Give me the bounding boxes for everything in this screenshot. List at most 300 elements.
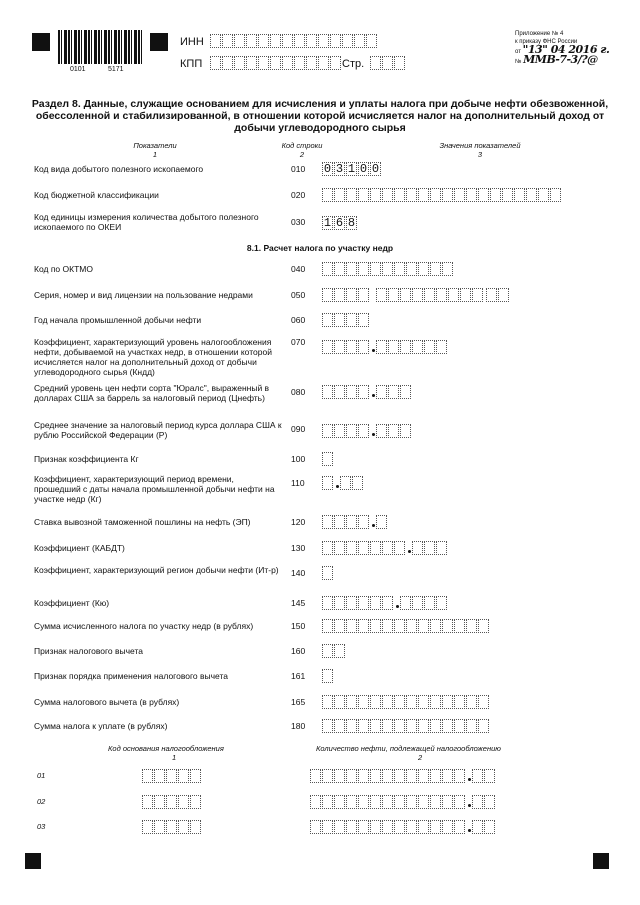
input-cell[interactable] — [412, 541, 423, 555]
input-cell[interactable] — [424, 288, 435, 302]
input-cell[interactable] — [346, 313, 357, 327]
input-cell[interactable] — [358, 262, 369, 276]
field-145[interactable] — [322, 596, 448, 610]
input-cell[interactable] — [334, 596, 345, 610]
input-cell[interactable] — [322, 566, 333, 580]
input-cell[interactable] — [454, 619, 465, 633]
input-cell[interactable] — [334, 541, 345, 555]
input-cell[interactable] — [382, 541, 393, 555]
input-cell[interactable] — [430, 820, 441, 834]
input-cell[interactable] — [154, 820, 165, 834]
field-110[interactable] — [322, 476, 364, 490]
row-code-130: 130 — [291, 543, 306, 553]
input-cell[interactable] — [436, 596, 447, 610]
input-cell[interactable] — [334, 795, 345, 809]
bottom-field-02-code[interactable] — [142, 795, 202, 809]
input-cell[interactable] — [406, 619, 417, 633]
row-code-070: 070 — [291, 337, 306, 347]
bottom-col2-num: 2 — [418, 753, 423, 762]
input-cell[interactable] — [412, 288, 423, 302]
input-cell[interactable] — [478, 619, 489, 633]
input-cell[interactable] — [418, 820, 429, 834]
input-cell[interactable] — [346, 719, 357, 733]
input-cell[interactable] — [358, 188, 369, 202]
appendix-number-handwritten: ММВ-7-3/?@ — [523, 53, 598, 66]
input-cell[interactable] — [424, 340, 435, 354]
row-label-040: Код по ОКТМО — [34, 264, 93, 274]
input-cell[interactable] — [538, 188, 549, 202]
input-cell[interactable] — [454, 695, 465, 709]
input-cell[interactable] — [418, 719, 429, 733]
input-cell[interactable] — [322, 719, 333, 733]
input-cell[interactable] — [382, 188, 393, 202]
input-cell[interactable] — [406, 769, 417, 783]
input-cell[interactable] — [166, 820, 177, 834]
input-cell[interactable] — [514, 188, 525, 202]
input-cell[interactable] — [382, 695, 393, 709]
input-cell[interactable] — [442, 262, 453, 276]
input-cell[interactable] — [442, 820, 453, 834]
input-cell[interactable] — [388, 288, 399, 302]
bottom-row-num-03: 03 — [37, 822, 46, 831]
input-cell[interactable] — [388, 340, 399, 354]
row-code-160: 160 — [291, 646, 306, 656]
field-180[interactable] — [322, 719, 490, 733]
input-cell[interactable] — [466, 619, 477, 633]
row-label-120: Ставка вывозной таможенной пошлины на нефть (ЭП) — [34, 517, 251, 527]
bottom-field-03-quantity[interactable] — [310, 820, 496, 834]
bottom-field-03-code[interactable] — [142, 820, 202, 834]
field-161[interactable] — [322, 669, 334, 683]
row-code-100: 100 — [291, 454, 306, 464]
input-cell[interactable] — [418, 695, 429, 709]
input-cell[interactable] — [502, 188, 513, 202]
appendix-date-prefix: от — [515, 49, 521, 55]
input-cell[interactable] — [310, 820, 321, 834]
col-header-line-code — [272, 141, 332, 159]
input-cell[interactable] — [454, 188, 465, 202]
row-label-140: Коэффициент, характеризующий регион добычи нефти (Ит-р) — [34, 565, 279, 575]
input-cell[interactable] — [346, 619, 357, 633]
input-cell[interactable] — [346, 515, 357, 529]
input-cell[interactable] — [382, 619, 393, 633]
input-cell[interactable] — [310, 795, 321, 809]
input-cell[interactable] — [346, 769, 357, 783]
input-cell[interactable] — [394, 719, 405, 733]
field-080[interactable] — [322, 385, 412, 399]
input-cell[interactable] — [358, 385, 369, 399]
input-cell[interactable] — [400, 424, 411, 438]
row-code-060: 060 — [291, 315, 306, 325]
input-cell[interactable] — [382, 820, 393, 834]
input-cell[interactable] — [376, 288, 387, 302]
input-cell[interactable] — [412, 596, 423, 610]
row-label-010: Код вида добытого полезного ископаемого — [34, 164, 204, 174]
input-cell[interactable] — [346, 340, 357, 354]
input-cell[interactable] — [472, 820, 483, 834]
input-cell[interactable] — [334, 262, 345, 276]
input-cell[interactable] — [424, 596, 435, 610]
input-cell[interactable] — [412, 340, 423, 354]
input-cell[interactable] — [358, 288, 369, 302]
input-cell[interactable] — [346, 385, 357, 399]
input-cell[interactable] — [334, 188, 345, 202]
input-cell[interactable] — [178, 795, 189, 809]
input-cell[interactable] — [472, 288, 483, 302]
input-cell[interactable] — [394, 262, 405, 276]
input-cell[interactable]: 6 — [335, 216, 344, 230]
input-cell[interactable] — [478, 719, 489, 733]
input-cell[interactable] — [346, 262, 357, 276]
input-cell[interactable] — [322, 795, 333, 809]
field-100[interactable] — [322, 452, 334, 466]
field-030[interactable] — [322, 216, 358, 230]
input-cell[interactable] — [486, 288, 497, 302]
row-code-040: 040 — [291, 264, 306, 274]
input-cell[interactable] — [178, 820, 189, 834]
input-cell[interactable] — [370, 619, 381, 633]
input-cell[interactable] — [430, 695, 441, 709]
input-cell[interactable] — [322, 452, 333, 466]
input-cell[interactable] — [418, 262, 429, 276]
input-cell[interactable] — [370, 795, 381, 809]
field-050-number[interactable] — [376, 288, 484, 302]
input-cell[interactable] — [370, 596, 381, 610]
row-label-145: Коэффициент (Кю) — [34, 598, 110, 608]
input-cell[interactable] — [472, 769, 483, 783]
input-cell[interactable] — [346, 424, 357, 438]
decimal-point — [370, 385, 376, 399]
input-cell[interactable] — [322, 644, 333, 658]
input-cell[interactable] — [370, 541, 381, 555]
field-010[interactable] — [322, 162, 382, 176]
row-code-010: 010 — [291, 164, 306, 174]
input-cell[interactable] — [460, 288, 471, 302]
input-cell[interactable] — [358, 795, 369, 809]
field-150[interactable] — [322, 619, 490, 633]
input-cell[interactable] — [334, 719, 345, 733]
row-label-020: Код бюджетной классификации — [34, 190, 159, 200]
input-cell[interactable] — [382, 596, 393, 610]
input-cell[interactable] — [376, 340, 387, 354]
input-cell[interactable] — [376, 515, 387, 529]
row-label-080: Средний уровень цен нефти сорта "Юралс", выраженный в долларах США за баррель за налоговый период (Цнефть) — [34, 383, 270, 403]
input-cell[interactable] — [466, 188, 477, 202]
input-cell[interactable] — [430, 795, 441, 809]
input-cell[interactable] — [322, 424, 333, 438]
input-cell[interactable] — [370, 769, 381, 783]
input-cell[interactable] — [352, 476, 363, 490]
field-060[interactable] — [322, 313, 370, 327]
input-cell[interactable] — [394, 769, 405, 783]
input-cell[interactable] — [442, 795, 453, 809]
input-cell[interactable] — [334, 695, 345, 709]
row-code-050: 050 — [291, 290, 306, 300]
input-cell[interactable] — [346, 596, 357, 610]
input-cell[interactable] — [322, 769, 333, 783]
input-cell[interactable]: 1 — [323, 216, 332, 230]
input-cell[interactable] — [406, 820, 417, 834]
input-cell[interactable] — [322, 596, 333, 610]
input-cell[interactable] — [394, 695, 405, 709]
row-code-110: 110 — [291, 478, 305, 488]
row-code-145: 145 — [291, 598, 306, 608]
input-cell[interactable] — [166, 769, 177, 783]
input-cell[interactable] — [490, 188, 501, 202]
input-cell[interactable] — [334, 385, 345, 399]
kpp-cells[interactable] — [210, 56, 342, 70]
input-cell[interactable]: 0 — [371, 162, 380, 176]
input-cell[interactable] — [478, 695, 489, 709]
row-code-140: 140 — [291, 568, 306, 578]
input-cell[interactable] — [442, 719, 453, 733]
field-160[interactable] — [322, 644, 346, 658]
input-cell[interactable] — [394, 820, 405, 834]
appendix-date-handwritten: "13" 04 2016 г. — [522, 43, 610, 56]
input-cell[interactable] — [400, 288, 411, 302]
input-cell[interactable] — [454, 795, 465, 809]
input-cell[interactable] — [142, 769, 153, 783]
input-cell[interactable] — [400, 385, 411, 399]
input-cell[interactable] — [430, 719, 441, 733]
input-cell[interactable] — [394, 188, 405, 202]
field-140[interactable] — [322, 566, 334, 580]
input-cell[interactable] — [346, 695, 357, 709]
input-cell[interactable] — [166, 795, 177, 809]
input-cell[interactable] — [418, 769, 429, 783]
field-165[interactable] — [322, 695, 490, 709]
input-cell[interactable] — [406, 795, 417, 809]
bottom-row-num-01: 01 — [37, 771, 46, 780]
appendix-number-prefix: № — [515, 59, 522, 65]
input-cell[interactable] — [334, 424, 345, 438]
input-cell[interactable]: 0 — [323, 162, 332, 176]
bottom-col2-header: Количество нефти, подлежащей налогообложению — [316, 744, 501, 753]
input-cell[interactable] — [406, 188, 417, 202]
input-cell[interactable] — [382, 719, 393, 733]
input-cell[interactable] — [370, 820, 381, 834]
input-cell[interactable] — [334, 820, 345, 834]
input-cell[interactable] — [388, 424, 399, 438]
input-cell[interactable] — [394, 795, 405, 809]
decimal-point — [394, 596, 400, 610]
input-cell[interactable] — [358, 619, 369, 633]
input-cell[interactable] — [322, 541, 333, 555]
input-cell[interactable] — [334, 769, 345, 783]
input-cell[interactable] — [346, 795, 357, 809]
input-cell[interactable] — [370, 719, 381, 733]
input-cell[interactable] — [550, 188, 561, 202]
input-cell[interactable] — [400, 596, 411, 610]
field-020[interactable] — [322, 188, 562, 202]
bottom-field-01-code[interactable] — [142, 769, 202, 783]
row-label-161: Признак порядка применения налогового вычета — [34, 671, 228, 681]
input-cell[interactable] — [418, 795, 429, 809]
input-cell[interactable] — [394, 619, 405, 633]
input-cell[interactable] — [334, 288, 345, 302]
subsection-title: 8.1. Расчет налога по участку недр — [246, 243, 394, 253]
row-code-020: 020 — [291, 190, 306, 200]
input-cell[interactable] — [418, 619, 429, 633]
input-cell[interactable] — [322, 695, 333, 709]
field-130[interactable] — [322, 541, 448, 555]
input-cell[interactable] — [340, 476, 351, 490]
input-cell[interactable] — [190, 769, 201, 783]
input-cell[interactable] — [322, 476, 333, 490]
input-cell[interactable] — [448, 288, 459, 302]
input-cell[interactable] — [424, 541, 435, 555]
input-cell[interactable] — [442, 769, 453, 783]
input-cell[interactable] — [358, 695, 369, 709]
input-cell[interactable] — [322, 820, 333, 834]
bottom-field-01-quantity[interactable] — [310, 769, 496, 783]
input-cell[interactable] — [430, 188, 441, 202]
input-cell[interactable] — [358, 596, 369, 610]
decimal-point — [466, 820, 472, 834]
decimal-point — [370, 515, 376, 529]
bottom-row-num-02: 02 — [37, 797, 46, 806]
field-040[interactable] — [322, 262, 454, 276]
decimal-point — [466, 795, 472, 809]
row-label-150: Сумма исчисленного налога по участку недр (в рублях) — [34, 621, 254, 631]
input-cell[interactable] — [430, 619, 441, 633]
corner-marker-bottom-right — [593, 853, 609, 869]
input-cell[interactable] — [442, 188, 453, 202]
input-cell[interactable]: 0 — [359, 162, 368, 176]
input-cell[interactable] — [370, 188, 381, 202]
bottom-col1-num: 1 — [172, 753, 177, 762]
field-090[interactable] — [322, 424, 412, 438]
input-cell[interactable] — [334, 340, 345, 354]
input-cell[interactable]: 3 — [335, 162, 344, 176]
input-cell[interactable] — [346, 288, 357, 302]
input-cell[interactable] — [454, 719, 465, 733]
input-cell[interactable] — [142, 795, 153, 809]
field-050-series[interactable] — [322, 288, 370, 302]
input-cell[interactable] — [322, 515, 333, 529]
input-cell[interactable] — [472, 795, 483, 809]
input-cell[interactable] — [358, 313, 369, 327]
input-cell[interactable] — [358, 424, 369, 438]
col-header-indicators-num: 1 — [152, 150, 158, 159]
input-cell[interactable] — [382, 769, 393, 783]
input-cell[interactable] — [484, 769, 495, 783]
input-cell[interactable] — [436, 541, 447, 555]
input-cell[interactable] — [466, 719, 477, 733]
input-cell[interactable] — [190, 820, 201, 834]
input-cell[interactable] — [334, 619, 345, 633]
input-cell[interactable] — [406, 262, 417, 276]
input-cell[interactable] — [322, 619, 333, 633]
col-header-line-code-text: Код строки — [281, 141, 323, 150]
col-header-values-num: 3 — [477, 150, 483, 159]
input-cell[interactable] — [498, 288, 509, 302]
input-cell[interactable] — [454, 820, 465, 834]
input-cell[interactable] — [442, 619, 453, 633]
input-cell[interactable] — [322, 313, 333, 327]
input-cell[interactable] — [400, 340, 411, 354]
input-cell[interactable] — [346, 188, 357, 202]
input-cell[interactable] — [430, 262, 441, 276]
input-cell[interactable] — [376, 385, 387, 399]
inn-cells[interactable] — [210, 34, 378, 48]
field-050-type[interactable] — [486, 288, 510, 302]
input-cell[interactable] — [154, 795, 165, 809]
input-cell[interactable] — [406, 695, 417, 709]
input-cell[interactable] — [322, 385, 333, 399]
page-number-cells[interactable] — [370, 56, 406, 70]
input-cell[interactable] — [322, 188, 333, 202]
input-cell[interactable] — [526, 188, 537, 202]
input-cell[interactable] — [382, 795, 393, 809]
input-cell[interactable] — [478, 188, 489, 202]
input-cell[interactable] — [142, 820, 153, 834]
row-label-180: Сумма налога к уплате (в рублях) — [34, 721, 168, 731]
input-cell[interactable] — [376, 424, 387, 438]
input-cell[interactable] — [154, 769, 165, 783]
appendix-line2: к приказу ФНС России — [515, 39, 578, 45]
input-cell[interactable] — [454, 769, 465, 783]
input-cell[interactable]: 8 — [347, 216, 356, 230]
row-code-120: 120 — [291, 517, 306, 527]
input-cell[interactable] — [484, 795, 495, 809]
input-cell[interactable] — [484, 820, 495, 834]
input-cell[interactable] — [334, 313, 345, 327]
row-code-150: 150 — [291, 621, 306, 631]
decimal-point — [370, 424, 376, 438]
input-cell[interactable] — [436, 288, 447, 302]
input-cell[interactable] — [406, 719, 417, 733]
input-cell[interactable] — [370, 262, 381, 276]
bottom-field-02-quantity[interactable] — [310, 795, 496, 809]
input-cell[interactable] — [358, 541, 369, 555]
input-cell[interactable] — [436, 340, 447, 354]
input-cell[interactable] — [334, 515, 345, 529]
corner-marker-top-middle — [150, 33, 168, 51]
input-cell[interactable] — [382, 262, 393, 276]
input-cell[interactable] — [430, 769, 441, 783]
input-cell[interactable] — [322, 262, 333, 276]
input-cell[interactable] — [346, 820, 357, 834]
input-cell[interactable] — [418, 188, 429, 202]
corner-marker-bottom-left — [25, 853, 41, 869]
input-cell[interactable] — [178, 769, 189, 783]
input-cell[interactable] — [358, 769, 369, 783]
input-cell[interactable] — [322, 669, 333, 683]
input-cell[interactable] — [322, 288, 333, 302]
col-header-line-code-num: 2 — [299, 150, 305, 159]
input-cell[interactable] — [358, 340, 369, 354]
input-cell[interactable]: 1 — [347, 162, 356, 176]
input-cell[interactable] — [388, 385, 399, 399]
appendix-block — [515, 30, 609, 66]
input-cell[interactable] — [370, 695, 381, 709]
input-cell[interactable] — [466, 695, 477, 709]
row-code-080: 080 — [291, 387, 306, 397]
input-cell[interactable] — [346, 541, 357, 555]
input-cell[interactable] — [394, 541, 405, 555]
input-cell[interactable] — [310, 769, 321, 783]
input-cell[interactable] — [358, 515, 369, 529]
input-cell[interactable] — [322, 340, 333, 354]
input-cell[interactable] — [442, 695, 453, 709]
input-cell[interactable] — [358, 719, 369, 733]
field-120[interactable] — [322, 515, 388, 529]
input-cell[interactable] — [190, 795, 201, 809]
field-070[interactable] — [322, 340, 448, 354]
input-cell[interactable] — [334, 644, 345, 658]
input-cell[interactable] — [358, 820, 369, 834]
